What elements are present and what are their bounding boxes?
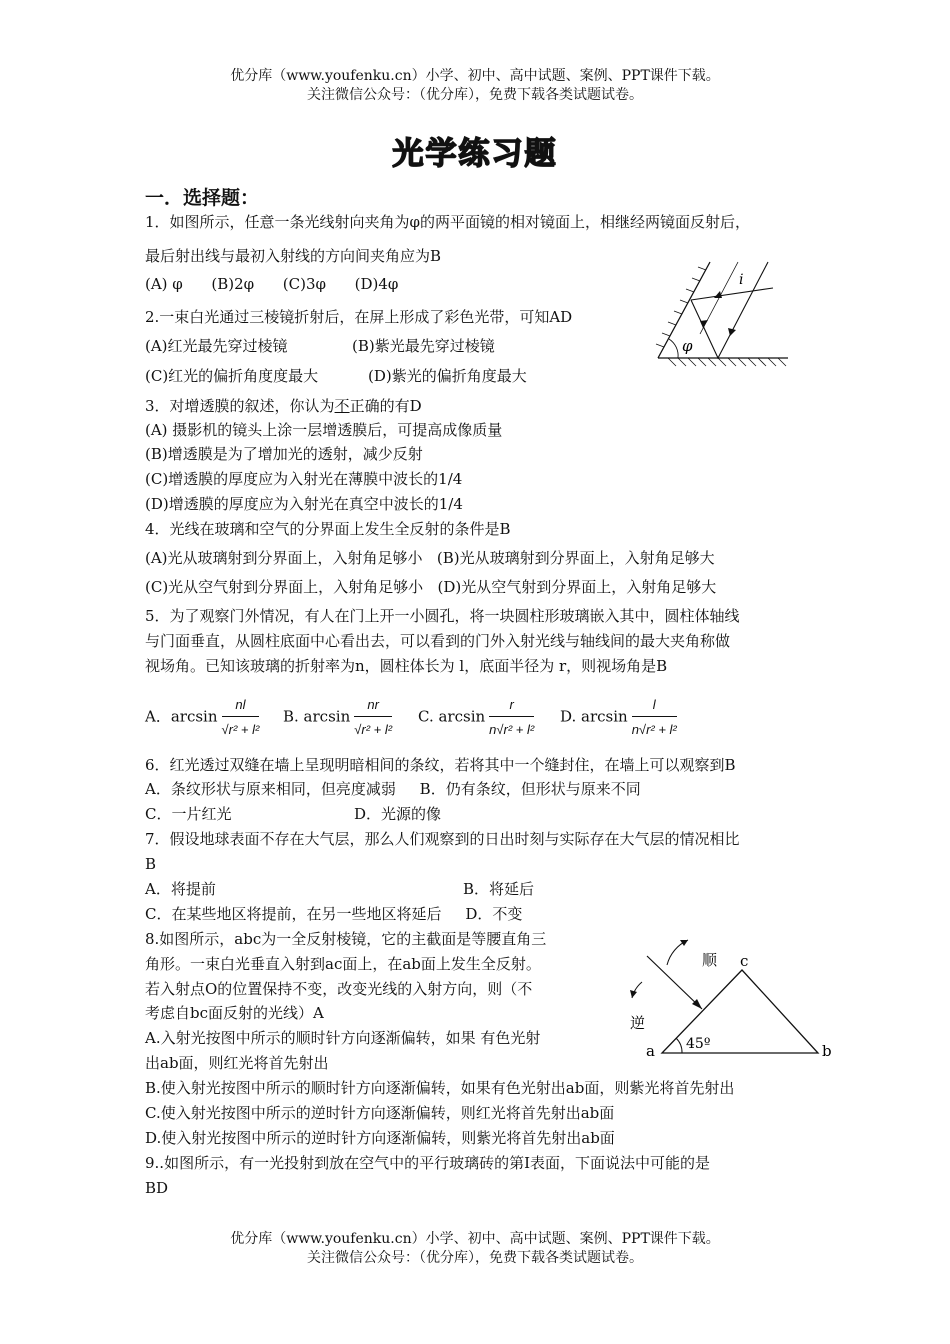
q7-line-2: B — [145, 855, 157, 873]
bottom-mirror-hatch — [668, 358, 786, 366]
prism-figure — [620, 930, 835, 1062]
q1-line-2: 最后射出线与最初入射线的方向间夹角应为B — [145, 247, 442, 265]
q5-den-c: n√r² + l² — [489, 722, 535, 737]
q1-line-1: 1．如图所示，任意一条光线射向夹角为φ的两平面镜的相对镜面上，相继经两镜面反射后， — [145, 213, 751, 231]
q4-options-cd: (C)光从空气射到分界面上，入射角足够小 (D)光从空气射到分界面上，入射角足够大 — [145, 578, 717, 596]
q5-option-c — [418, 694, 538, 741]
q3-option-a: (A) 摄影机的镜头上涂一层增透膜后，可提高成像质量 — [145, 421, 503, 439]
q5-frac-b — [354, 694, 392, 741]
vertex-b: b — [822, 1042, 832, 1060]
q3-stem-post: 正确的有D — [349, 397, 422, 415]
page-title: 光学练习题 — [392, 136, 558, 172]
q2-option-c: (C)红光的偏折角度度最大 — [145, 367, 319, 385]
q1-options: (A) φ (B)2φ (C)3φ (D)4φ — [145, 275, 399, 293]
q5-line-2: 与门面垂直，从圆柱底面中心看出去，可以看到的门外入射光线与轴线间的最大夹角称做 — [145, 632, 731, 650]
q7-option-a: A．将提前 — [145, 880, 216, 898]
angle-45-arc — [676, 1038, 682, 1053]
q3-stem — [145, 396, 422, 416]
q8-option-b: B.使入射光按图中所示的顺时针方向逐渐偏转，如果有色光射出ab面，则紫光将首先射出 — [145, 1079, 735, 1097]
q2-option-b: (B)紫光最先穿过棱镜 — [352, 337, 495, 355]
label-shun: 顺 — [702, 951, 718, 969]
q5-num-d: l — [632, 694, 677, 717]
q5-option-a — [145, 694, 263, 741]
q8-line-2: 角形。一束白光垂直入射到ac面上，在ab面上发生全反射。 — [145, 955, 541, 973]
section-heading: 一．选择题： — [145, 187, 260, 209]
label-ni: 逆 — [630, 1014, 646, 1032]
q8-option-d: D.使入射光按图中所示的逆时针方向逐渐偏转，则紫光将首先射出ab面 — [145, 1129, 615, 1147]
q5-den-a: √r² + l² — [221, 722, 260, 737]
q5-den-b: √r² + l² — [354, 722, 393, 737]
q8-option-a-1: A.入射光按图中所示的顺时针方向逐渐偏转，如果 有色光射 — [145, 1029, 541, 1047]
q8-option-a-2: 出ab面，则红光将首先射出 — [145, 1054, 329, 1072]
q4-stem: 4．光线在玻璃和空气的分界面上发生全反射的条件是B — [145, 520, 511, 538]
q3-option-c: (C)增透膜的厚度应为入射光在薄膜中波长的1/4 — [145, 470, 463, 488]
q2-option-a: (A)红光最先穿过棱镜 — [145, 337, 288, 355]
vertex-a: a — [646, 1042, 655, 1060]
q5-num-b: nr — [354, 694, 392, 717]
q7-options-cd: C．在某些地区将提前，在另一些地区将延后 D．不变 — [145, 905, 523, 923]
q9-line-1: 9..如图所示，有一光投射到放在空气中的平行玻璃砖的第Ⅰ表面，下面说法中可能的是 — [145, 1154, 711, 1172]
q3-option-b: (B)增透膜是为了增加光的透射，减少反射 — [145, 445, 423, 463]
slanted-mirror-hatch — [656, 267, 706, 347]
arrow-3 — [714, 291, 722, 298]
q3-option-d: (D)增透膜的厚度应为入射光在真空中波长的1/4 — [145, 495, 463, 513]
q8-line-1: 8.如图所示，abc为一全反射棱镜，它的主截面是等腰直角三 — [145, 930, 547, 948]
q5-opt-c-label: C. arcsin — [418, 707, 486, 726]
q6-stem: 6．红光透过双缝在墙上呈现明暗相间的条纹，若将其中一个缝封住，在墙上可以观察到B — [145, 756, 736, 774]
footer-line-1: 优分库（www.youfenku.cn）小学、初中、高中试题、案例、PPT课件下载。 — [230, 1231, 720, 1247]
q2-option-d: (D)紫光的偏折角度最大 — [368, 367, 527, 385]
q5-num-a: nl — [222, 694, 260, 717]
phi-label: φ — [682, 337, 693, 355]
header-line-2: 关注微信公众号：（优分库），免费下载各类试题试卷。 — [307, 87, 643, 103]
q5-frac-d — [632, 694, 677, 741]
incident-light-ray — [647, 956, 702, 1009]
q8-option-c: C.使入射光按图中所示的逆时针方向逐渐偏转，则红光将首先射出ab面 — [145, 1104, 615, 1122]
q5-option-b — [283, 694, 396, 741]
q8-line-4: 考虑自bc面反射的光线）A — [145, 1004, 324, 1022]
q3-stem-underline: 不 — [334, 397, 350, 415]
counterclockwise-arrowhead — [630, 990, 637, 998]
q5-num-c: r — [489, 694, 534, 717]
footer-line-2: 关注微信公众号：（优分库），免费下载各类试题试卷。 — [307, 1250, 643, 1266]
q6-options-ab: A．条纹形状与原来相同，但亮度减弱 B．仍有条纹，但形状与原来不同 — [145, 780, 641, 798]
incident-ray — [691, 288, 773, 300]
q2-stem: 2.一束白光通过三棱镜折射后，在屏上形成了彩色光带，可知AD — [145, 308, 573, 326]
q5-line-3: 视场角。已知该玻璃的折射率为n，圆柱体长为 l，底面半径为 r，则视场角是B — [145, 657, 668, 675]
q9-line-2: BD — [145, 1179, 169, 1197]
arrow-2 — [728, 328, 736, 336]
vertex-c: c — [740, 952, 749, 970]
q4-options-ab: (A)光从玻璃射到分界面上，入射角足够小 (B)光从玻璃射到分界面上，入射角足够大 — [145, 549, 715, 567]
q5-den-d: n√r² + l² — [631, 722, 677, 737]
q8-line-3: 若入射点O的位置保持不变，改变光线的入射方向，则（不 — [145, 980, 533, 998]
angle-label: 45º — [686, 1036, 711, 1052]
q7-option-b: B．将延后 — [463, 880, 535, 898]
q5-frac-c — [489, 694, 534, 741]
two-mirrors-figure — [648, 258, 793, 370]
q5-option-d — [560, 694, 681, 741]
q5-line-1: 5．为了观察门外情况，有人在门上开一小圆孔，将一块圆柱形玻璃嵌入其中，圆柱体轴线 — [145, 607, 740, 625]
q5-frac-a — [222, 694, 260, 741]
q7-line-1: 7．假设地球表面不存在大气层，那么人们观察到的日出时刻与实际存在大气层的情况相比 — [145, 830, 740, 848]
i-label: i — [739, 272, 744, 288]
q5-opt-d-label: D. arcsin — [560, 707, 628, 726]
q6-option-c: C．一片红光 — [145, 805, 232, 823]
clockwise-arrowhead — [680, 940, 688, 946]
angle-arc — [669, 339, 678, 358]
header-line-1: 优分库（www.youfenku.cn）小学、初中、高中试题、案例、PPT课件下载。 — [230, 68, 720, 84]
q6-option-d: D．光源的像 — [354, 805, 442, 823]
q5-opt-a-label: A．arcsin — [145, 707, 218, 726]
q5-opt-b-label: B. arcsin — [283, 707, 351, 726]
q3-stem-pre: 3．对增透膜的叙述，你认为 — [145, 397, 335, 415]
